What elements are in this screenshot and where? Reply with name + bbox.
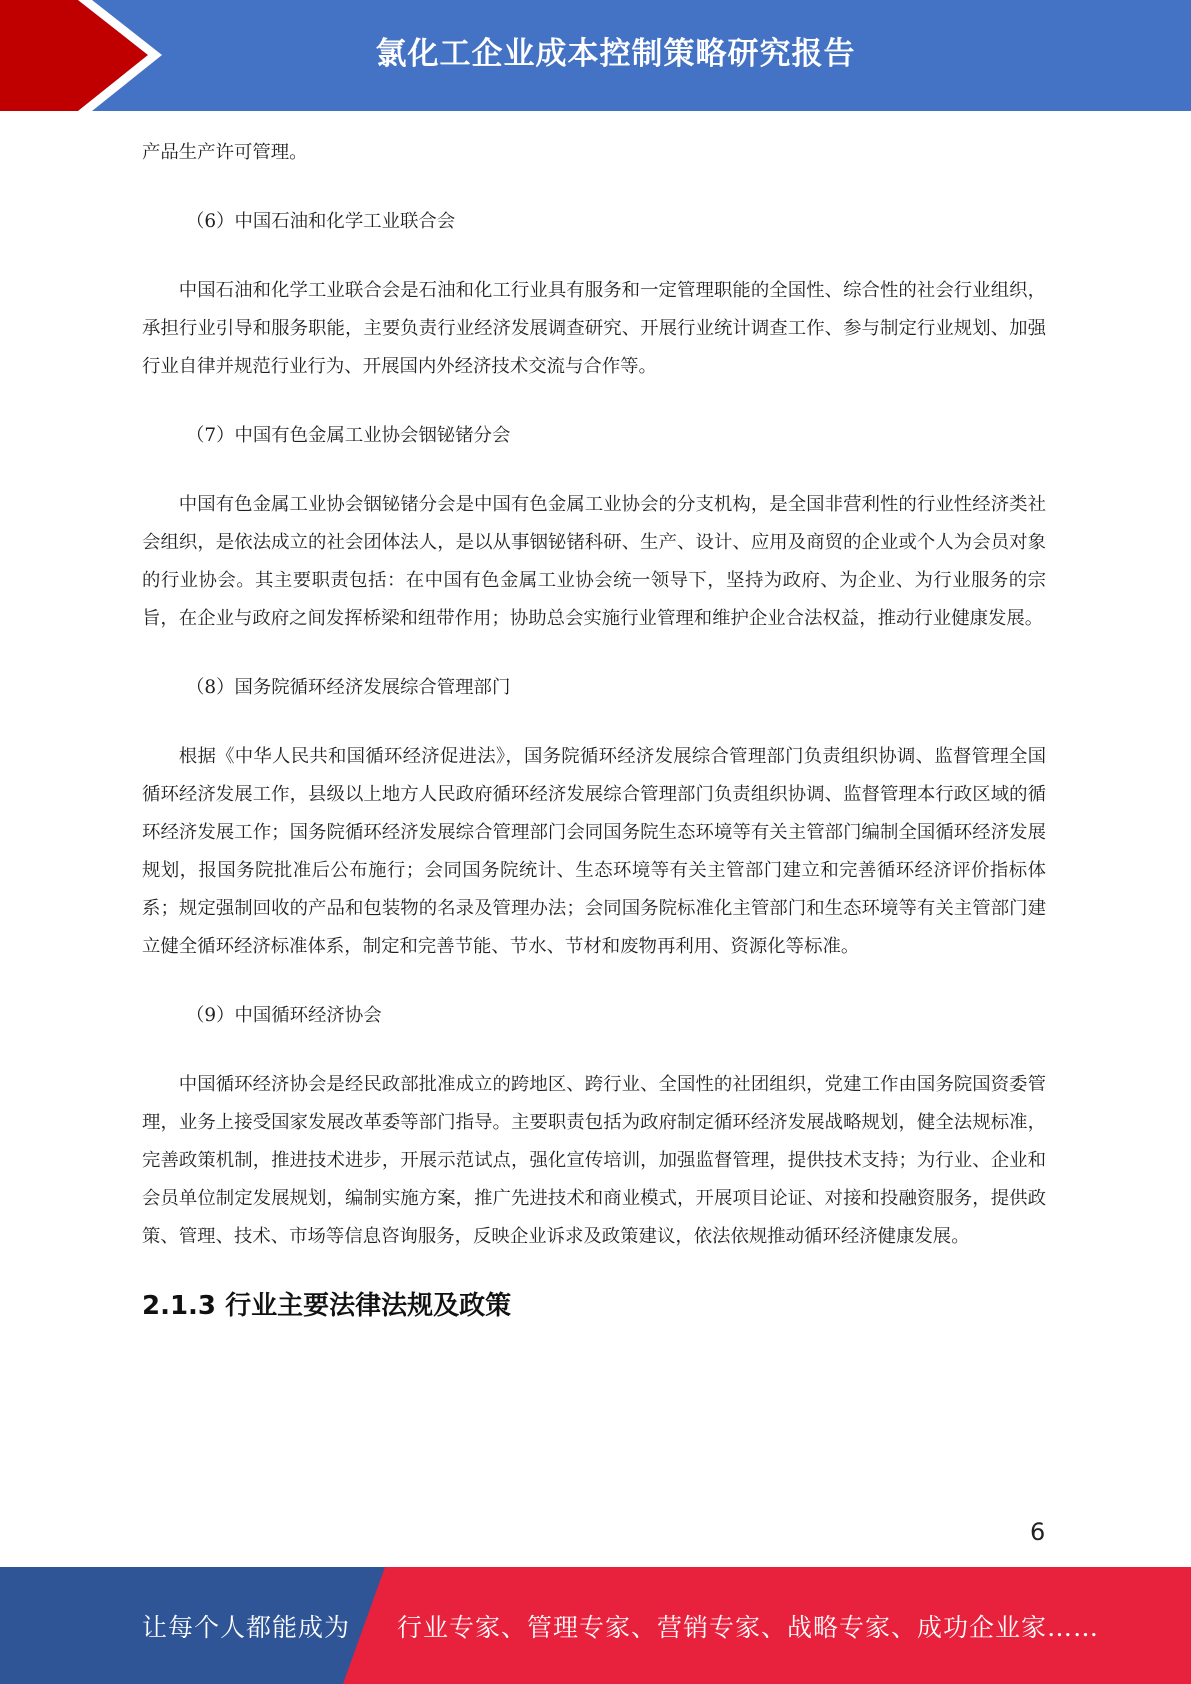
report-title: 氯化工企业成本控制策略研究报告 <box>375 35 856 72</box>
footer-slogan-right: 行业专家、管理专家、营销专家、战略专家、成功企业家…… <box>397 1612 1100 1642</box>
subheading-6: （6）中国石油和化学工业联合会 <box>186 211 456 232</box>
paragraph-continuation: 产品生产许可管理。 <box>142 142 308 163</box>
subheading-9: （9）中国循环经济协会 <box>186 1005 382 1026</box>
page-header <box>0 0 1191 111</box>
subheading-7: （7）中国有色金属工业协会铟铋锗分会 <box>186 425 511 446</box>
page-footer <box>0 1567 1191 1684</box>
paragraph-7: 中国有色金属工业协会铟铋锗分会是中国有色金属工业协会的分支机构，是全国非营利性的行业性经济类社会组织，是依法成立的社会团体法人，是以从事铟铋锗科研、生产、设计、应用及商贸的企业或个人为会员对象的行业协会。其主要职责包括：在中国有色金属工业协会统一领导下，坚持为政府、为企业、为行业服务的宗旨，在企业与政府之间发挥桥梁和纽带作用；协助总会实施行业管理和维护企业合法权益，推动行业健康发展。 <box>142 494 1046 629</box>
footer-slogan-left: 让每个人都能成为 <box>142 1612 351 1642</box>
subheading-8: （8）国务院循环经济发展综合管理部门 <box>186 677 511 698</box>
paragraph-8: 根据《中华人民共和国循环经济促进法》，国务院循环经济发展综合管理部门负责组织协调、监督管理全国循环经济发展工作，县级以上地方人民政府循环经济发展综合管理部门负责组织协调、监督管理本行政区域的循环经济发展工作；国务院循环经济发展综合管理部门会同国务院生态环境等有关主管部门编制全国循环经济发展规划，报国务院批准后公布施行；会同国务院统计、生态环境等有关主管部门建立和完善循环经济评价指标体系；规定强制回收的产品和包装物的名录及管理办法；会同国务院标准化主管部门和生态环境等有关主管部门建立健全循环经济标准体系，制定和完善节能、节水、节材和废物再利用、资源化等标准。 <box>142 746 1046 957</box>
paragraph-6: 中国石油和化学工业联合会是石油和化工行业具有服务和一定管理职能的全国性、综合性的社会行业组织，承担行业引导和服务职能，主要负责行业经济发展调查研究、开展行业统计调查工作、参与制定行业规划、加强行业自律并规范行业行为、开展国内外经济技术交流与合作等。 <box>142 280 1046 377</box>
page-number: 6 <box>1030 1518 1046 1546</box>
document-body <box>142 134 1046 1324</box>
paragraph-9: 中国循环经济协会是经民政部批准成立的跨地区、跨行业、全国性的社团组织，党建工作由国务院国资委管理，业务上接受国家发展改革委等部门指导。主要职责包括为政府制定循环经济发展战略规划，健全法规标准，完善政策机制，推进技术进步，开展示范试点，强化宣传培训，加强监督管理，提供技术支持；为行业、企业和会员单位制定发展规划，编制实施方案，推广先进技术和商业模式，开展项目论证、对接和投融资服务，提供政策、管理、技术、市场等信息咨询服务，反映企业诉求及政策建议，依法依规推动循环经济健康发展。 <box>142 1074 1046 1247</box>
section-heading: 2.1.3 行业主要法律法规及政策 <box>142 1291 512 1321</box>
